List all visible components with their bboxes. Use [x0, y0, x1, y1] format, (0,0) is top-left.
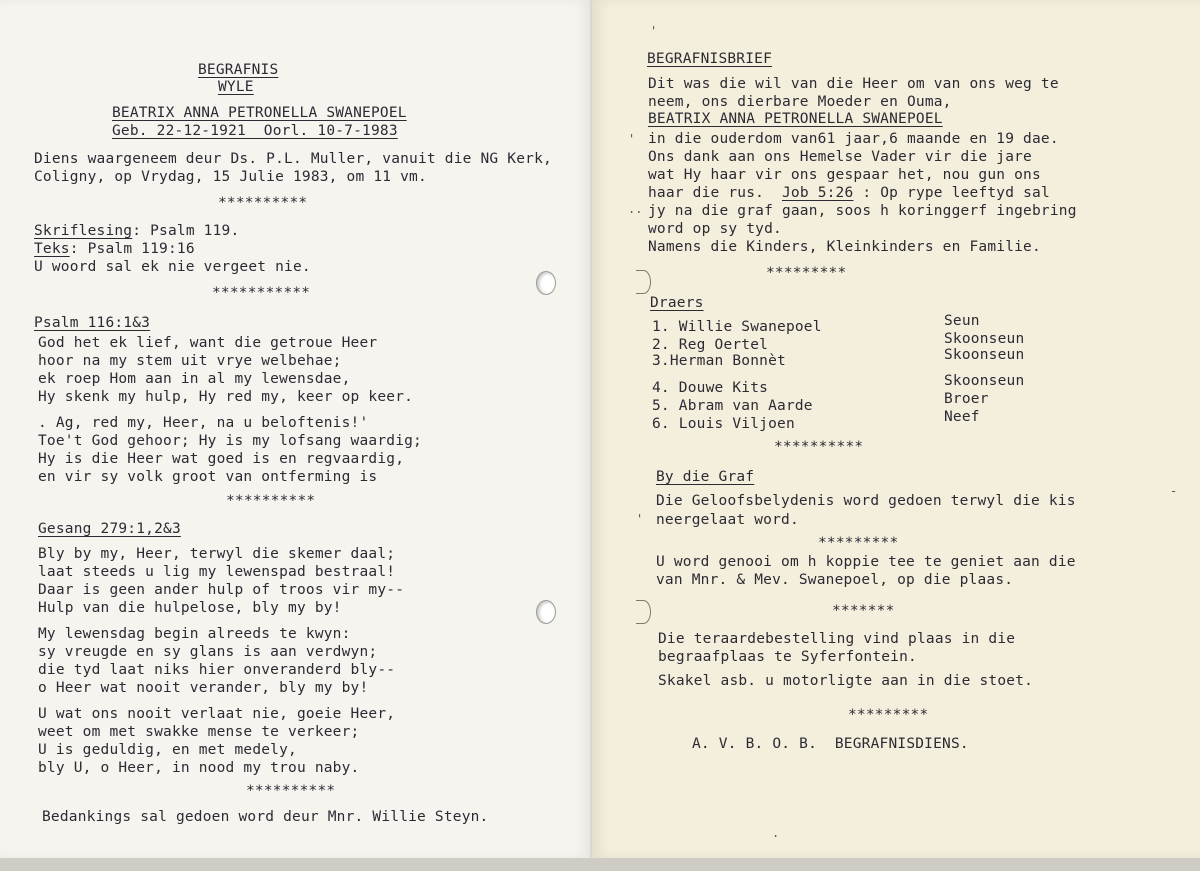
letter-text: haar die rus.	[648, 185, 765, 201]
letter-heading: BEGRAFNISBRIEF	[647, 51, 773, 67]
thanks-line: Bedankings sal gedoen word deur Mnr. Willie Steyn.	[42, 809, 489, 825]
letter-line: in die ouderdom van61 jaar,6 maande en 19 dae.	[648, 131, 1059, 147]
psalm-line: Toe't God gehoor; Hy is my lofsang waardig;	[38, 433, 422, 449]
smudge-mark: '	[636, 512, 644, 526]
smudge-mark: .	[772, 826, 780, 840]
gesang-line: My lewensdag begin alreeds te kwyn:	[38, 626, 351, 642]
burial-line: Die teraardebestelling vind plaas in die	[658, 631, 1016, 647]
teks-value: : Psalm 119:16	[69, 241, 195, 257]
graf-heading: By die Graf	[656, 469, 755, 485]
graf-line: Die Geloofsbelydenis word gedoen terwyl die kis	[656, 493, 1076, 509]
left-page	[0, 0, 590, 858]
separator: **********	[218, 195, 308, 211]
bearer-relation: Skoonseun	[944, 331, 1025, 347]
punch-hole	[536, 271, 556, 295]
psalm-line: ek roep Hom aan in al my lewensdae,	[38, 371, 351, 387]
letter-line: word op sy tyd.	[648, 221, 782, 237]
bearer-name: 3.Herman Bonnèt	[652, 353, 786, 369]
gesang-line: o Heer wat nooit verander, bly my by!	[38, 680, 369, 696]
separator: **********	[246, 783, 336, 799]
skriflesing-line	[34, 222, 239, 240]
bearer-name: 6. Louis Viljoen	[652, 416, 795, 432]
service-line-1: Diens waargeneem deur Ds. P.L. Muller, vanuit die NG Kerk,	[34, 151, 552, 167]
separator: ***********	[212, 285, 311, 301]
gesang-line: weet om met swakke mense te verkeer;	[38, 724, 360, 740]
funeral-service-footer: A. V. B. O. B. BEGRAFNISDIENS.	[692, 736, 969, 752]
burial-line: begraafplaas te Syferfontein.	[658, 649, 917, 665]
tea-line: U word genooi om h koppie tee te geniet aan die	[656, 554, 1076, 570]
gesang-line: laat steeds u lig my lewenspad bestraal!	[38, 564, 396, 580]
gesang-line: bly U, o Heer, in nood my trou naby.	[38, 760, 360, 776]
punch-hole	[536, 600, 556, 624]
birth-death-dates: Geb. 22-12-1921 Oorl. 10-7-1983	[112, 123, 398, 139]
letter-line: jy na die graf gaan, soos h koringgerf ingebring	[648, 203, 1077, 219]
bearer-relation: Neef	[944, 409, 980, 425]
separator: **********	[226, 493, 316, 509]
bearer-relation: Skoonseun	[944, 373, 1025, 389]
psalm-line: God het ek lief, want die getroue Heer	[38, 335, 378, 351]
scanner-edge	[0, 858, 1200, 871]
headlights-line: Skakel asb. u motorligte aan in die stoet.	[658, 673, 1034, 689]
separator: *******	[832, 603, 895, 619]
service-line-2: Coligny, op Vrydag, 15 Julie 1983, om 11 vm.	[34, 169, 427, 185]
tea-line: van Mnr. & Mev. Swanepoel, op die plaas.	[656, 572, 1014, 588]
letter-name: BEATRIX ANNA PETRONELLA SWANEPOEL	[648, 111, 943, 127]
separator: *********	[848, 707, 929, 723]
separator: *********	[818, 535, 899, 551]
letter-text: : Op rype leeftyd sal	[862, 185, 1050, 201]
bearer-relation: Seun	[944, 313, 980, 329]
psalm-line: Hy skenk my hulp, Hy red my, keer op keer.	[38, 389, 414, 405]
bearer-name: 2. Reg Oertel	[652, 337, 769, 353]
teks-label: Teks	[34, 241, 70, 257]
smudge-mark: -	[1170, 484, 1178, 498]
punch-hole-edge	[636, 270, 651, 294]
bearer-name: 1. Willie Swanepoel	[652, 319, 822, 335]
bearer-relation: Broer	[944, 391, 989, 407]
gesang-line: U wat ons nooit verlaat nie, goeie Heer,	[38, 706, 396, 722]
gesang-heading: Gesang 279:1,2&3	[38, 521, 181, 537]
psalm-line: hoor na my stem uit vrye welbehae;	[38, 353, 342, 369]
smudge-mark: '	[650, 24, 658, 38]
deceased-name: BEATRIX ANNA PETRONELLA SWANEPOEL	[112, 105, 407, 121]
skriflesing-value: : Psalm 119.	[132, 223, 240, 239]
title-begrafnis: BEGRAFNIS	[198, 62, 279, 78]
right-page	[592, 0, 1200, 858]
separator: **********	[774, 439, 864, 455]
separator: *********	[766, 265, 847, 281]
gesang-line: sy vreugde en sy glans is aan verdwyn;	[38, 644, 378, 660]
bearer-name: 5. Abram van Aarde	[652, 398, 813, 414]
gesang-line: Bly by my, Heer, terwyl die skemer daal;	[38, 546, 396, 562]
title-wyle: WYLE	[218, 79, 254, 95]
job-reference: Job 5:26	[781, 185, 854, 201]
smudge-mark: ..	[628, 202, 643, 216]
gesang-line: Hulp van die hulpelose, bly my by!	[38, 600, 342, 616]
gesang-line: die tyd laat niks hier onveranderd bly--	[38, 662, 396, 678]
letter-line: Dit was die wil van die Heer om van ons weg te	[648, 76, 1059, 92]
letter-line: Namens die Kinders, Kleinkinders en Familie.	[648, 239, 1041, 255]
psalm-heading: Psalm 116:1&3	[34, 315, 151, 331]
smudge-mark: '	[628, 132, 636, 146]
graf-line: neergelaat word.	[656, 512, 799, 528]
teks-verse: U woord sal ek nie vergeet nie.	[34, 259, 311, 275]
bearer-relation: Skoonseun	[944, 347, 1025, 363]
psalm-line: Hy is die Heer wat goed is en regvaardig,	[38, 451, 405, 467]
gesang-line: U is geduldig, en met medely,	[38, 742, 297, 758]
draers-heading: Draers	[650, 295, 704, 311]
letter-line: Ons dank aan ons Hemelse Vader vir die jare	[648, 149, 1032, 165]
teks-line	[34, 240, 195, 258]
letter-line: wat Hy haar vir ons gespaar het, nou gun ons	[648, 167, 1041, 183]
gesang-line: Daar is geen ander hulp of troos vir my--	[38, 582, 405, 598]
psalm-line: en vir sy volk groot van ontferming is	[38, 469, 378, 485]
letter-line: neem, ons dierbare Moeder en Ouma,	[648, 94, 952, 110]
bearer-name: 4. Douwe Kits	[652, 380, 769, 396]
letter-line	[648, 184, 1050, 202]
skriflesing-label: Skriflesing	[34, 223, 133, 239]
psalm-line: . Ag, red my, Heer, na u beloftenis!'	[38, 415, 369, 431]
punch-hole-edge	[636, 600, 651, 624]
